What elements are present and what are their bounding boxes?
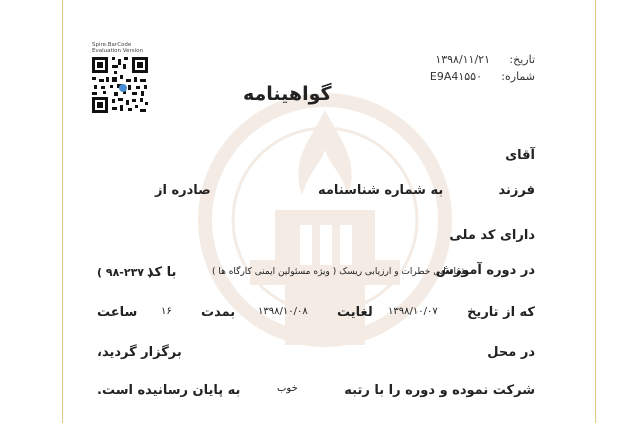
child-of-label: فرزند	[498, 183, 535, 198]
date-value: ۱۳۹۸/۱۱/۲۱	[435, 53, 490, 66]
grade-value: خوب	[277, 383, 298, 394]
qr-code-image	[90, 55, 150, 115]
course-code: ( ۹۸-۲۳۷ )	[97, 266, 153, 279]
hours-value: ۱۶	[161, 306, 172, 317]
end-date: ۱۳۹۸/۱۰/۰۸	[258, 306, 308, 317]
participated-label: شرکت نموده و دوره را با رتبه	[344, 383, 535, 398]
national-code-label: دارای کد ملی	[449, 228, 535, 243]
duration-label: بمدت	[201, 305, 236, 320]
with-code-label: با کد	[147, 265, 177, 280]
start-date: ۱۳۹۸/۱۰/۰۷	[388, 306, 438, 317]
qr-caption-line2: Evaluation Version	[92, 48, 143, 54]
from-date-label: که از تاریخ	[467, 305, 535, 320]
certificate-title: گواهینامه	[243, 83, 332, 105]
id-number-label: به شماره شناسنامه	[318, 183, 444, 198]
in-course-label: در دوره آموزش	[435, 263, 535, 278]
qr-caption-line1: Spire.BarCode	[92, 42, 132, 48]
issued-from-label: صادره از	[155, 183, 211, 198]
emblem-watermark	[190, 70, 460, 400]
held-label: برگزار گردید،	[97, 345, 182, 360]
date-label: تاریخ:	[509, 53, 535, 66]
number-label: شماره:	[501, 70, 535, 83]
in-place-label: در محل	[487, 345, 535, 360]
to-label: لغایت	[337, 305, 373, 320]
number-value: E9A4۱۵۵۰	[429, 70, 482, 83]
hours-label: ساعت	[97, 305, 138, 320]
completed-label: به پایان رسانیده است.	[97, 383, 241, 398]
course-name: شناسایی خطرات و ارزیابی ریسک ( ویژه مسئولین ایمنی کارگاه ها )	[212, 267, 467, 277]
mr-label: آقای	[505, 148, 535, 163]
